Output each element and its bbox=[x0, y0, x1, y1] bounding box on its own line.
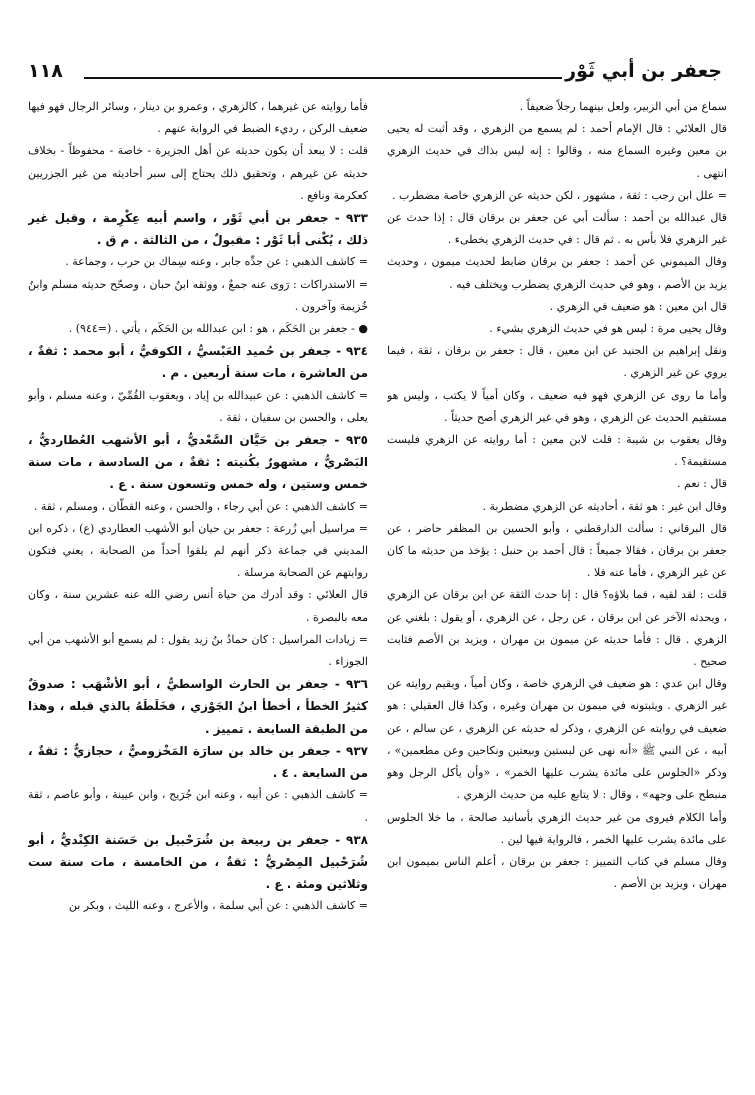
paragraph: قال البرقاني : سألت الدارقطني ، وأبو الحسين بن المظفر حاضر ، عن جعفر بن برقان ، فقالا جميعاً : قال أحمد بن حنبل : يؤخذ من حديثه ما كان عن غير الزهري ، فأما عنه فلا . bbox=[387, 521, 727, 580]
entry-933: ٩٣٣ - جعفر بن أبي ثَوْر ، واسم أبيه عِكْرِمة ، وقيل غير ذلك ، يُكْنى أبا ثَوْر : مقبولٌ ، من الثالثة . م ق . bbox=[28, 211, 368, 248]
entry-934: ٩٣٤ - جعفر بن حُميد العَبْسيُّ ، الكوفيُّ ، أبو محمد : ثقةٌ ، من العاشرة ، مات سنة أربعين . م . bbox=[28, 344, 368, 381]
paragraph: فأما روايته عن غيرهما ، كالزهري ، وعمرو بن دينار ، وسائر الرجال فهو فيها ضعيف الركن ، رديء الضبط في الرواية عنهم . bbox=[28, 100, 368, 136]
entry-935: ٩٣٥ - جعفر بن حَيَّان السَّعْديُّ ، أبو الأشهب العُطارديُّ ، البَصْريُّ ، مشهورٌ بكُنيته : ثقةٌ ، من السادسة ، مات سنة خمس وستين ، وله خمس وتسعون سنة . ع . bbox=[28, 433, 368, 492]
paragraph: وقال ابن غير : هو ثقة ، أحاديثه عن الزهري مضطربة . bbox=[482, 499, 727, 513]
paragraph: قلت : لا يبعد أن يكون حديثه عن أهل الجزيرة - خاصة - محفوظاً - بخلاف حديثه عن غيرهم ، وتحقيق ذلك يحتاج إلى سبر أحاديثه من غير الجزريين كعكرمة ونافع . bbox=[28, 144, 368, 202]
paragraph: قال : نعم . bbox=[677, 477, 727, 491]
running-title: جعفر بن أبي ثَوْر bbox=[565, 60, 722, 82]
paragraph: وقال يحيى مرة : ليس هو في حديث الزهري بشيء . bbox=[489, 322, 727, 336]
header-rule bbox=[84, 77, 562, 79]
paragraph: = مراسيل أبي زُرعة : جعفر بن حيان أبو الأشهب العطاردي (ع) ، ذكره ابن المديني في جماعة ذكر أنهم لم يلقوا أحداً من الصحابة ، يعني فتكون روايتهم عن الصحابة مرسلة . bbox=[28, 521, 368, 580]
paragraph: وقال الميموني عن أحمد : جعفر بن برقان ضابط لحديث ميمون ، وحديث يزيد بن الأصم ، وهو في حديث الزهري يضطرب ويختلف فيه . bbox=[387, 255, 727, 291]
right-column bbox=[387, 96, 727, 1081]
paragraph: = كاشف الذهبي : عن أبيه ، وعنه ابن جُرَيج ، وابن عيينة ، وأبو عاصم ، ثقة . bbox=[28, 788, 368, 824]
paragraph: = كاشف الذهبي : عن جدِّه جابر ، وعنه سِماك بن حرب ، وجماعة . bbox=[65, 255, 368, 269]
paragraph: وأما الكلام فيروى من غير حديث الزهري بأسانيد صالحة ، ما خلا الجلوس على مائدة يشرب عليها الخمر ، فالرواية فيها لين . bbox=[387, 810, 727, 846]
paragraph: = كاشف الذهبي : عن أبي سلمة ، والأعرج ، وعنه الليث ، وبكر بن bbox=[68, 899, 368, 913]
paragraph: ونقل إبراهيم بن الجنيد عن ابن معين ، قال : جعفر بن برقان ، ثقة ، فيما يروي عن غير الزهري . bbox=[387, 344, 727, 380]
paragraph: وقال ابن عدي : هو ضعيف في الزهري خاصة ، وكان أمياً ، ويقيم روايته عن غير الزهري . ويثبتونه في ميمون بن مهران وغيره ، وكذا قال العقيلي : هو ضعيف في روايته عن الزهري ، وذكر له حديثه عن الزهري ، عن سالم ، عن أبيه ، عن النبي ﷺ «أنه نهى عن لبستين وبيعتين ونكاحين وعن مطعمين» ، وذكر «الجلوس على مائدة يشرب عليها الخمر» ، «وأن يأكل الرجل وهو منبطح على وجهه» ، وقال : لا يتابع عليه من حديث الزهري . bbox=[387, 677, 727, 802]
paragraph: سماع من أبي الزبير، ولعل بينهما رجلاً ضعيفاً . bbox=[519, 100, 727, 113]
paragraph: = علل ابن رجب : ثقة ، مشهور ، لكن حديثه عن الزهري خاصة مضطرب . bbox=[391, 188, 727, 202]
cross-reference: ● - جعفر بن الحَكَم ، هو : ابن عبدالله بن الحَكَم ، يأتي . (=٩٤٤) . bbox=[68, 322, 368, 336]
paragraph: قال العلائي : قال الإمام أحمد : لم يسمع من الزهري ، وقد أثبت له يحيى بن معين وغيره السماع منه ، وقالوا : إنه ليس بذاك في حديث الزهري انتهى . bbox=[387, 122, 727, 180]
paragraph: وأما ما روى عن الزهري فهو فيه ضعيف ، وكان أمياً لا يكتب ، وليس هو مستقيم الحديث عن الزهري ، وهو في غير الزهري أصح حديثاً . bbox=[387, 388, 727, 424]
running-header bbox=[28, 58, 722, 94]
paragraph: وقال يعقوب بن شيبة : قلت لابن معين : أما روايته عن الزهري فليست مستقيمة؟ . bbox=[387, 433, 727, 469]
paragraph: قال ابن معين : هو ضعيف في الزهري . bbox=[549, 299, 727, 313]
paragraph: = الاستدراكات : رَوى عنه جمعٌ ، ووثقه ابنُ حبان ، وصحّح حديثه مسلم وابنُ خُزيمة وآخرون . bbox=[28, 277, 368, 313]
entry-938: ٩٣٨ - جعفر بن ربيعة بن شُرَحْبيل بن حَسَنة الكِنْديُّ ، أبو شُرَحْبيل المِصْريُّ : ثقةٌ ، من الخامسة ، مات سنة ست وثلاثين ومئة . ع . bbox=[28, 832, 368, 892]
paragraph: وقال مسلم في كتاب التمييز : جعفر بن برقان ، أعلم الناس بميمون ابن مهران ، ويزيد بن الأصم . bbox=[387, 854, 727, 891]
left-column bbox=[28, 96, 368, 1081]
entry-937: ٩٣٧ - جعفر بن خالد بن سارَة المَخْزوميُّ ، حجازيٌّ : ثقةٌ ، من السابعة . ٤ . bbox=[28, 743, 368, 781]
paragraph: قال عبدالله بن أحمد : سألت أبي عن جعفر بن برقان قال : إذا حدث عن غير الزهري فلا بأس به . ثم قال : في حديث الزهري يخطىء . bbox=[387, 211, 727, 247]
paragraph: قال العلائي : وقد أدرك من حياة أنس رضي الله عنه عشرين سنة ، وكان معه بالبصرة . bbox=[28, 588, 368, 624]
page-number: ١١٨ bbox=[28, 60, 63, 82]
paragraph: = كاشف الذهبي : عن أبي رجاء ، والحسن ، وعنه القطّان ، ومسلم ، ثقة . bbox=[33, 499, 368, 513]
paragraph: = زيادات المراسيل : كان حمادُ بنُ زيد يقول : لم يسمع أبو الأشهب من أبي الجوزاء . bbox=[28, 632, 368, 669]
entry-936: ٩٣٦ - جعفر بن الحارث الواسطيُّ ، أبو الأشْهَب : صدوقٌ كثيرُ الخطأ ، أخطأ ابنُ الجَوْزي ، فخَلَطَهُ بالذي قبله ، وهذا من الطبقة السابعة . تمييز . bbox=[28, 677, 368, 736]
paragraph: قلت : لقد لقيه ، فما بلاؤه؟ قال : إنا حدث الثقة عن ابن برقان عن الزهري ، ويحدثه الآخر عن ابن برقان ، عن رجل ، عن الزهري ، أو يقول : بلغني عن الزهري . قال : فأما حديثه عن ميمون بن مهران ، ويزيد بن الأصم فثابت صحيح . bbox=[387, 588, 727, 669]
paragraph: = كاشف الذهبي : عن عبيدالله بن إياد ، ويعقوب القُمِّيّ ، وعنه مسلم ، وأبو يعلى ، والحسن بن سفيان ، ثقة . bbox=[28, 388, 368, 424]
